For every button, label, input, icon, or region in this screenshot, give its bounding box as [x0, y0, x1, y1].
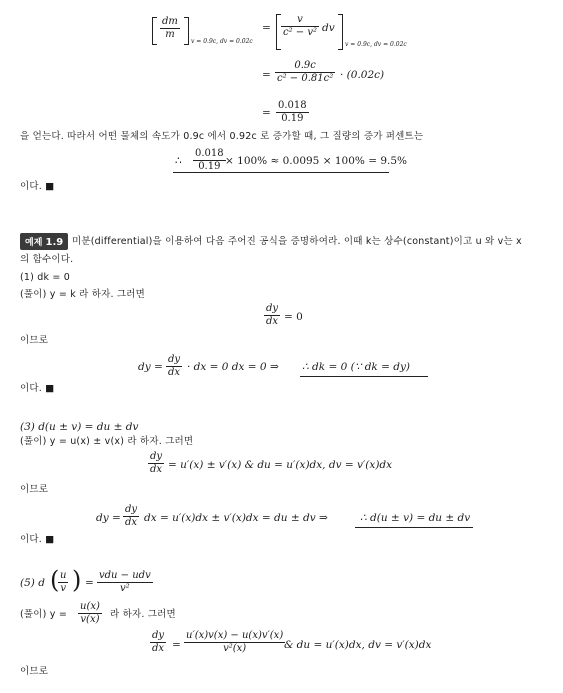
boxed-result: ∴ dk = 0 (∵ dk = dy): [302, 361, 411, 373]
connective-text: 이므로: [20, 666, 49, 677]
equals-sign: =: [262, 22, 271, 34]
example-badge-number: 1.9: [45, 237, 64, 248]
fraction-numerator: dy: [150, 451, 163, 462]
fraction-numerator: u(x): [80, 601, 100, 612]
dy-dx-fraction: [148, 451, 164, 476]
solution-intro: (풀이) y = k 라 하자. 그러면: [20, 289, 146, 300]
equation-lhs: dy =: [138, 361, 163, 373]
therefore-symbol: ∴: [175, 155, 182, 167]
equation-chain: dx = u′(x)dx ± v′(x)dx = du ± dv ⇒: [144, 512, 328, 524]
fraction-denominator: v(x): [80, 614, 100, 625]
fraction-numerator: 0.018: [278, 100, 307, 111]
sentence-end: 이다. ■: [20, 181, 55, 192]
sentence-end: 이다. ■: [20, 383, 55, 394]
problem-label: (3) d(u ± v) = du ± dv: [20, 421, 139, 433]
percent-fraction: [193, 148, 226, 173]
v-over-c2-v2-fraction: [281, 14, 319, 39]
equals-sign: =: [262, 69, 271, 81]
fraction-numerator: vdu − udv: [99, 570, 151, 581]
result-underline: [355, 527, 473, 528]
fraction-numerator: dy: [152, 630, 165, 641]
equals-sign: =: [172, 639, 181, 651]
fraction-denominator: 0.19: [281, 113, 304, 124]
substituted-fraction: [275, 60, 335, 85]
dm-over-m-fraction: [160, 16, 180, 41]
result-underline: [173, 172, 389, 173]
fraction-denominator: 0.19: [198, 161, 221, 172]
fraction-numerator: dm: [162, 16, 178, 27]
left-paren: (: [50, 566, 60, 594]
solution-intro: (풀이) y = u(x) ± v(x) 라 하자. 그러면: [20, 436, 194, 447]
fraction-numerator: dy: [266, 303, 279, 314]
left-bracket: [152, 17, 157, 45]
fraction-denominator: v²: [120, 583, 130, 594]
equals-sign: =: [262, 107, 271, 119]
right-paren: ): [72, 566, 82, 594]
fraction-numerator: 0.018: [195, 148, 224, 159]
quotient-derivative-fraction: [184, 630, 285, 655]
fraction-denominator: dx: [168, 367, 181, 378]
quotient-rule-fraction: [97, 570, 153, 595]
example-badge-prefix: 예제: [25, 238, 43, 248]
dy-dx-fraction: [150, 630, 166, 655]
fraction-denominator: dx: [266, 316, 279, 327]
example-statement: 의 함수이다.: [20, 254, 74, 265]
example-statement: 미분(differential)을 이용하여 다음 주어진 공식을 증명하여라. 이때 k는 상수(constant)이고 u 와 v는 x: [72, 236, 522, 247]
fraction-numerator: dy: [168, 354, 181, 365]
sentence-end: 이다. ■: [20, 534, 55, 545]
result-underline: [300, 376, 428, 377]
u-over-v-fraction: [78, 601, 102, 626]
fraction-denominator: dx: [125, 517, 138, 528]
fraction-denominator: c² − v²: [283, 27, 318, 38]
dy-dx-fraction: [123, 504, 139, 529]
dy-dx-fraction: [166, 354, 182, 379]
equation-rhs: = u′(x) ± v′(x) & du = u′(x)dx, dv = v′(x)dx: [168, 459, 393, 471]
equals-sign: =: [85, 577, 94, 589]
equation-rhs: & du = u′(x)dx, dv = v′(x)dx: [284, 639, 432, 651]
fraction-denominator: dx: [152, 643, 165, 654]
multiplier-term: · (0.02c): [340, 69, 385, 81]
fraction-denominator: v²(x): [223, 643, 247, 654]
problem-label: (1) dk = 0: [20, 272, 71, 283]
right-bracket: [338, 14, 343, 50]
fraction-denominator: dx: [150, 464, 163, 475]
fraction-numerator: v: [297, 14, 303, 25]
fraction-denominator: v: [60, 583, 67, 594]
fraction-denominator: m: [165, 29, 175, 40]
differential-dv: dv: [322, 22, 335, 34]
connective-text: 이므로: [20, 484, 49, 495]
u-over-v-fraction: [58, 570, 68, 595]
fraction-numerator: u′(x)v(x) − u(x)v′(x): [186, 630, 284, 641]
boxed-result: ∴ d(u ± v) = du ± dv: [360, 512, 471, 524]
fraction-denominator: c² − 0.81c²: [277, 73, 334, 84]
solution-intro: (풀이) y =: [20, 609, 67, 620]
right-bracket: [184, 17, 189, 45]
fraction-numerator: dy: [125, 504, 138, 515]
evaluation-subscript: v = 0.9c, dv = 0.02c: [191, 38, 253, 45]
example-badge: [20, 233, 68, 250]
problem-label: (5) d: [20, 577, 45, 589]
paragraph-text: 을 얻는다. 따라서 어떤 물체의 속도가 0.9c 에서 0.92c 로 증가할 때, 그 질량의 증가 퍼센트는: [20, 131, 424, 142]
evaluation-subscript: v = 0.9c, dv = 0.02c: [345, 41, 407, 48]
equation-rhs: = 0: [284, 311, 303, 323]
equation-lhs: dy =: [96, 512, 121, 524]
fraction-numerator: u: [60, 570, 67, 581]
equation-chain: · dx = 0 dx = 0 ⇒: [187, 361, 279, 373]
fraction-numerator: 0.9c: [294, 60, 316, 71]
dy-dx-fraction: [264, 303, 280, 328]
solution-intro-tail: 라 하자. 그러면: [110, 609, 176, 620]
result-fraction: [276, 100, 309, 125]
connective-text: 이므로: [20, 335, 49, 346]
percent-result: × 100% ≈ 0.0095 × 100% = 9.5%: [225, 155, 408, 167]
